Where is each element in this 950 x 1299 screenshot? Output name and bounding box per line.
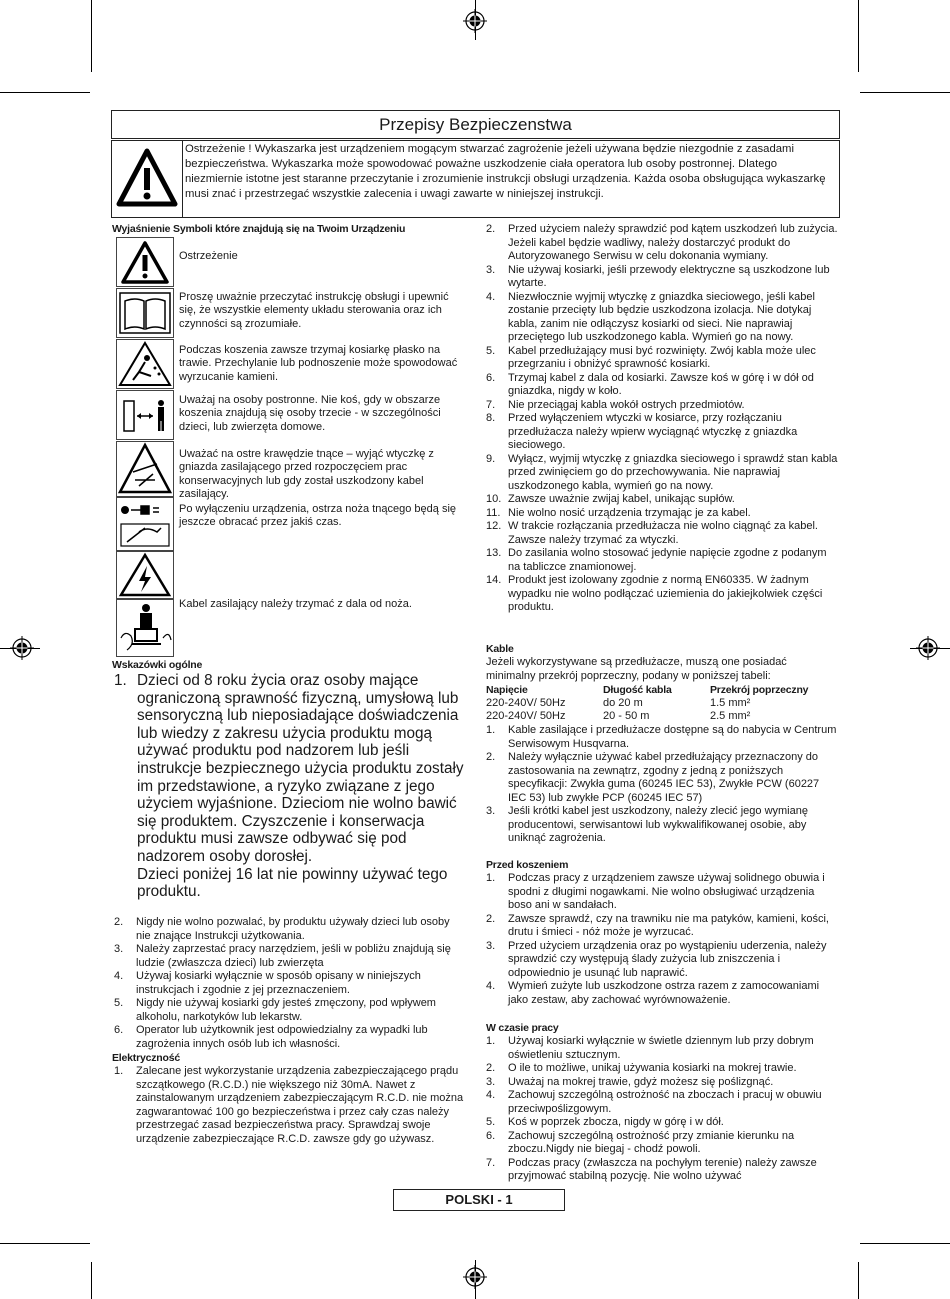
list-item: 5. Kabel przedłużający musi być rozwinięty. Zwój kabla może ulec przegrzaniu i obniżyć sprawność kosiarki. <box>486 344 816 370</box>
symbol-cell <box>116 288 174 338</box>
list-item: 12. W trakcie rozłączania przedłużacza nie wolno ciągnąć za kabel. Zawsze należy trzymać za wtyczki. <box>486 520 818 546</box>
crop-mark <box>858 0 859 72</box>
before-heading: Przed koszeniem <box>486 859 569 871</box>
list-item: 2. Należy wyłącznie używać kabel przedłużający przeznaczony do zastosowania na zewnątrz, zgodny z jedną z poniższych specyfikacji: Zwykła guma (60245 IEC 53), Zwykłe PCW (60227 IEC 53) lub zwykłe PCP (60245 IEC 57) <box>486 751 820 804</box>
symbol-cell <box>116 497 174 551</box>
general-heading: Wskazówki ogólne <box>112 659 203 671</box>
warning-triangle-icon <box>112 141 183 217</box>
list-item: 3. Przed użyciem urządzenia oraz po wystąpieniu uderzenia, należy sprawdzić czy występują ślady zużycia lub zniszczenia i odpowiednio je usunąć lub naprawić. <box>486 939 827 979</box>
list-item: 4. Używaj kosiarki wyłącznie w sposób opisany w niniejszych instrukcjach i zgodnie z jej przeznaczeniem. <box>114 970 421 996</box>
list-text: Dzieci poniżej 16 lat nie powinny używać tego produktu. <box>137 865 448 901</box>
list-item: 1. Podczas pracy z urządzeniem zawsze używaj solidnego obuwia i spodni z długimi nogawkami. Nie wolno obsługiwać urządzenia boso ani w sandałach. <box>486 872 825 911</box>
crop-mark <box>91 0 92 72</box>
symbols-heading: Wyjaśnienie Symboli które znajdują się na Twoim Urządzeniu <box>112 223 406 235</box>
cable-list <box>486 724 838 846</box>
symbol-text: Po wyłączeniu urządzenia, ostrza noża tnącego będą się jeszcze obracać przez jakiś czas. <box>179 503 457 529</box>
list-item: 6. Operator lub użytkownik jest odpowiedzialny za wypadki lub zagrożenia innych osób lub ich własności. <box>114 1024 428 1050</box>
list-item: 4. Niezwłocznie wyjmij wtyczkę z gniazdka sieciowego, jeśli kabel zostanie przecięty lub będzie uszkodzona izolacja. Nie dotykaj kabla, zanim nie odłączysz kosiarki od sieci. Nie naprawiaj przeciętego lub uszkodzonego kabla. Wymień go na nowy. <box>486 290 815 343</box>
page-footer: POLSKI - 1 <box>393 1189 565 1211</box>
list-item: 6. Zachowuj szczególną ostrożność przy zmianie kierunku na zboczu.Nigdy nie biegaj - chodź powoli. <box>486 1129 795 1155</box>
list-item: 3. Uważaj na mokrej trawie, gdyż możesz się poślizgnąć. <box>486 1075 774 1088</box>
symbol-text: Ostrzeżenie <box>179 250 238 262</box>
symbol-cell <box>116 551 174 599</box>
registration-mark-icon <box>10 636 34 660</box>
unplug-icon <box>117 498 173 550</box>
warning-text: Ostrzeżenie ! Wykaszarka jest urządzeniem mogącym stwarzać zagrożenie jeżeli używana będzie niezgodnie z zasadami bezpieczeństwa. Wykaszarka może spowodować poważne uszkodzenie ciała operatora lub osoby postronnej. Dlatego niezmiernie istotne jest staranne przeczytanie i zrozumienie instrukcji obsługi urządzenia. Każda osoba obsługująca wykaszarkę musi znać i przestrzegać wszystkie zalecenia i uwagi zawarte w niniejszej instrukcji. <box>185 143 826 200</box>
cables-intro: Jeżeli wykorzystywane są przedłużacze, muszą one posiadać minimalny przekrój poprzeczny, podany w poniższej tabeli: <box>486 656 787 682</box>
list-item: 8. Przed wyłączeniem wtyczki w kosiarce, przy rozłączaniu przedłużacza należy wpierw wyciągnąć wtyczkę z gniazdka sieciowego. <box>486 412 798 451</box>
crop-mark <box>860 92 950 93</box>
registration-mark-icon <box>916 636 940 660</box>
list-item: 10. Zawsze uważnie zwijaj kabel, unikając supłów. <box>486 493 735 505</box>
list-item: 7. Podczas pracy (zwłaszcza na pochyłym terenie) należy zawsze przyjmować stabilną pozycję. Nie wolno używać <box>486 1156 817 1182</box>
symbol-text: Proszę uważnie przeczytać instrukcję obsługi i upewnić się, że wszystkie elementy układu sterowania oraz ich czynności są zrozumiałe. <box>179 291 449 330</box>
list-item: 5. Koś w poprzek zbocza, nigdy w górę i w dół. <box>486 1116 724 1128</box>
warning-box <box>111 140 840 218</box>
cable-table <box>486 684 836 723</box>
symbol-cell <box>116 441 174 497</box>
flying-debris-icon <box>117 340 173 388</box>
list-item: 11. Nie wolno nosić urządzenia trzymając je za kabel. <box>486 506 751 519</box>
symbol-cell <box>116 237 174 287</box>
electric-heading: Elektryczność <box>112 1052 181 1064</box>
symbol-text: Kabel zasilający należy trzymać z dala od noża. <box>179 598 412 610</box>
list-item: 3. Nie używaj kosiarki, jeśli przewody elektryczne są uszkodzone lub wytarte. <box>486 263 830 289</box>
list-item: 4. Zachowuj szczególną ostrożność na zboczach i pracuj w obuwiu przeciwpoślizgowym. <box>486 1089 822 1115</box>
list-item: 3. Jeśli krótki kabel jest uszkodzony, należy zlecić jego wymianę producentowi, serwisantowi lub wykwalifikowanej osobie, aby uniknąć zagrożenia. <box>486 805 808 844</box>
list-item: 6. Trzymaj kabel z dala od kosiarki. Zawsze koś w górę i w dół od gniazdka, nigdy w koło. <box>486 371 814 397</box>
list-item: 9. Wyłącz, wyjmij wtyczkę z gniazdka sieciowego i sprawdź stan kabla przed zwinięciem go do przechowywania. Nie naprawiaj uszkodzonego kabla, wymień go na nowy. <box>486 452 838 492</box>
crop-mark <box>0 1243 90 1244</box>
list-item: 4. Wymień zużyte lub uszkodzone ostrza razem z zamocowaniami jako zestaw, aby zachować wyrównoważenie. <box>486 980 820 1006</box>
electric-list <box>114 1065 466 1146</box>
list-item: 13. Do zasilania wolno stosować jedynie napięcie zgodne z podanym na tabliczce znamionowej. <box>486 547 827 573</box>
sharp-blade-icon <box>117 442 173 496</box>
during-list <box>486 1035 838 1184</box>
before-list <box>486 872 838 1007</box>
list-item: 2. Zawsze sprawdź, czy na trawniku nie ma patyków, kamieni, kości, drutu i śmieci - nóż może je wyrzucać. <box>486 912 829 938</box>
cable-mower-icon <box>117 600 173 656</box>
bystander-distance-icon <box>117 391 173 439</box>
list-item: 7. Nie przeciągaj kabla wokół ostrych przedmiotów. <box>486 398 745 411</box>
page-title: Przepisy Bezpieczenstwa <box>111 110 840 139</box>
list-item: 2. O ile to możliwe, unikaj używania kosiarki na mokrej trawie. <box>486 1062 797 1074</box>
electric-shock-icon <box>117 552 173 598</box>
symbol-cell <box>116 599 174 657</box>
warning-triangle-icon <box>117 238 173 286</box>
registration-mark-icon <box>463 9 487 33</box>
crop-mark <box>91 1262 92 1299</box>
symbol-cell <box>116 339 174 389</box>
list-item: 2. Nigdy nie wolno pozwalać, by produktu używały dzieci lub osoby nie znające Instrukcji użytkowania. <box>114 916 450 942</box>
general-item-1 <box>114 672 469 901</box>
symbol-cell <box>116 390 174 440</box>
during-heading: W czasie pracy <box>486 1022 559 1034</box>
list-item: 1. Zalecane jest wykorzystanie urządzenia zabezpieczającego prądu szczątkowego (R.C.D.) nie większego niż 30mA. Nawet z zainstalowanym urządzeniem zabezpieczającym R.C.D. nie można zagwarantować 100 go bezpieczeństwa i przez cały czas należy przestrzegać zasad bezpieczeństwa pracy. Sprawdzaj swoje urządzenie zabezpieczające R.C.D. zawsze gdy go używasz. <box>114 1065 464 1145</box>
cables-heading: Kable <box>486 643 514 655</box>
read-manual-icon <box>117 289 173 337</box>
list-item: 3. Należy zaprzestać pracy narzędziem, jeśli w pobliżu znajdują się ludzie (zwłaszcza dzieci) lub zwierzęta <box>114 943 451 969</box>
table-row: 220-240V/ 50Hz do 20 m 1.5 mm² <box>486 697 751 709</box>
list-item: 5. Nigdy nie używaj kosiarki gdy jesteś zmęczony, pod wpływem alkoholu, narkotyków lub lekarstw. <box>114 997 436 1023</box>
table-row: 220-240V/ 50Hz 20 - 50 m 2.5 mm² <box>486 710 751 722</box>
registration-mark-icon <box>463 1265 487 1289</box>
symbol-text: Podczas koszenia zawsze trzymaj kosiarkę płasko na trawie. Przechylanie lub podnoszenie może spowodować wyrzucanie kamieni. <box>179 344 458 383</box>
electric-list-continued <box>486 223 838 615</box>
list-item: 2. Przed użyciem należy sprawdzić pod kątem uszkodzeń lub zużycia. Jeżeli kabel będzie wadliwy, należy dostarczyć produkt do Autoryzowanego Serwisu w celu dokonania wymiany. <box>486 223 838 262</box>
list-item: 14. Produkt jest izolowany zgodnie z normą EN60335. W żadnym wypadku nie wolno podłączać uziemienia do jakiejkolwiek części produktu. <box>486 574 823 613</box>
crop-mark <box>858 1262 859 1299</box>
table-header: Napięcie Długość kabla Przekrój poprzeczny <box>486 684 809 696</box>
symbol-text: Uważać na ostre krawędzie tnące – wyjąć wtyczkę z gniazda zasilającego przed rozpoczęciem prac konserwacyjnych lub gdy został uszkodzony kabel zasilający. <box>179 448 434 501</box>
crop-mark <box>860 1243 950 1244</box>
list-item: 1. Używaj kosiarki wyłącznie w świetle dziennym lub przy dobrym oświetleniu sztucznym. <box>486 1035 814 1061</box>
symbol-text: Uważaj na osoby postronne. Nie koś, gdy w obszarze koszenia znajdują się osoby trzecie - w szczególności dzieci, lub zwierzęta domowe. <box>179 394 441 433</box>
list-item: 1. Kable zasilające i przedłużacze dostępne są do nabycia w Centrum Serwisowym Husqvarna. <box>486 724 837 750</box>
general-list <box>114 916 466 1051</box>
list-text: Dzieci od 8 roku życia oraz osoby mające ograniczoną sprawność fizyczną, umysłową lub sensoryczną lub nieposiadające doświadczenia lub wiedzy z zakresu użycia produktu mogą używać produktu pod nadzorem lub jeśli instrukcje bezpiecznego użycia produktu zostały im przedstawione, a ryzyko związane z jego użyciem wyjaśnione. Dzieciom nie wolno bawić się produktem. Czyszczenie i konserwacja produktu musi zawsze odbywać się pod nadzorem osoby dorosłej. <box>137 672 464 865</box>
list-number: 1. <box>114 672 127 689</box>
crop-mark <box>0 92 90 93</box>
